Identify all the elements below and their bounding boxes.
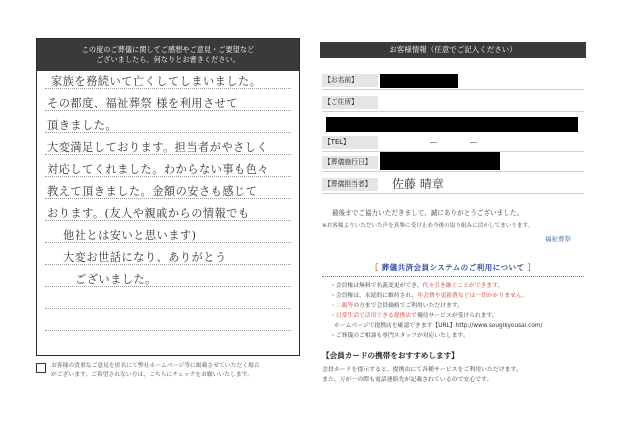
handwritten-line: 頂きました。 [47,119,118,132]
address-field [322,96,584,112]
customer-info-header: お客様情報（任意でご記入ください） [320,42,586,58]
thanks-message: 最後までご協力いただきまして、誠にありがとうございました。 [332,209,524,217]
staff-field [322,178,584,194]
benefit-item: ・会員権は無料で名義変更ができ、代々引き継ぐことができます。 [330,283,504,289]
consent-row [36,362,300,388]
handwritten-line: 大変お世話になり、ありがとう [63,251,227,264]
redaction-block [380,74,458,88]
handwritten-line: 教えて頂きました。金額の安さも感じて [47,185,258,198]
member-card-line2: また、万が一の際も電話連絡先が記載されているので安心です。 [322,377,493,383]
tel-label: 【TEL】 [322,136,378,149]
consent-checkbox[interactable] [36,363,46,373]
consent-line1: お客様の貴重なご意見を匿名にて弊社ホームページ等に掲載させていただく場合 [51,363,260,369]
feedback-header-line1: この度のご葬儀に関してご感想やご意見・ご要望など [81,45,255,54]
ruled-line [45,330,291,331]
name-field [322,74,584,90]
feedback-panel [36,38,300,356]
staff-name: 佐藤 晴章 [392,177,444,191]
tel-separator: ― [470,138,477,146]
feedback-header [37,39,299,71]
name-label: 【お名前】 [322,74,378,87]
handwritten-line: その都度、福祉葬祭 様を利用させて [47,97,239,110]
consent-text [51,362,260,380]
membership-system-box [322,262,584,344]
redaction-block [380,152,500,170]
tel-separator: ― [430,138,437,146]
handwritten-line: 家族を務続いて亡くしてしまいました。 [51,75,262,88]
divider [322,276,584,277]
handwritten-line: おります。(友人や親戚からの情報でも [47,207,250,220]
ruled-line [45,308,291,309]
redaction-block [326,117,578,132]
benefit-item: ・二親等の方まで会員価格でご利用いただけます。 [330,303,463,309]
handwritten-line: ございました。 [75,273,157,286]
handwritten-line: 対応してくれました。わからない事も色々 [47,163,270,176]
date-label: 【葬儀施行日】 [322,156,378,169]
handwritten-line: 他社とは安いと思います) [63,229,197,242]
note-text: ※お客様よりいただいた声を真摯に受け止め今後の取り組みに活かしてまいります。 [322,223,534,229]
benefit-item: ・会員権は、永続的に維持され、年会費や更新費などは一切かかりません。 [330,293,528,299]
date-field [322,156,584,172]
membership-title-text: 葬儀共済会員システムのご利用について [381,263,525,272]
writing-lines [37,71,299,355]
address-label: 【ご住所】 [322,96,378,109]
member-card-title: 【会員カードの携帯をおすすめします】 [322,351,459,360]
benefit-item: ・ご葬儀のご相談も専門スタッフが対応いたします。 [330,333,469,339]
staff-label: 【葬儀担当者】 [322,178,378,191]
title-bracket-right: ］ [527,263,536,272]
consent-line2: がございます。ご希望されない方は、こちらにチェックをお願いいたします。 [51,372,253,378]
benefit-item: ・日常生活で活用できる提携店で優待サービスが受けられます。 [330,313,498,319]
feedback-header-line2: ございましたら、何なりとお書きください。 [96,55,240,64]
brand-name: 福祉葬祭 [545,235,571,243]
handwritten-line: 大変満足しております。担当者がやさしく [47,141,269,154]
url-note: ホームページで提携店を確認できます【URL】http://www.sougikyousai.com/ [334,323,543,329]
tel-field [322,136,584,152]
member-card-line1: 会員カードを提示すると、提携店にて各種サービスをご利用いただけます。 [322,367,522,373]
membership-system-title [322,262,584,273]
title-bracket-left: ［ [370,263,379,272]
